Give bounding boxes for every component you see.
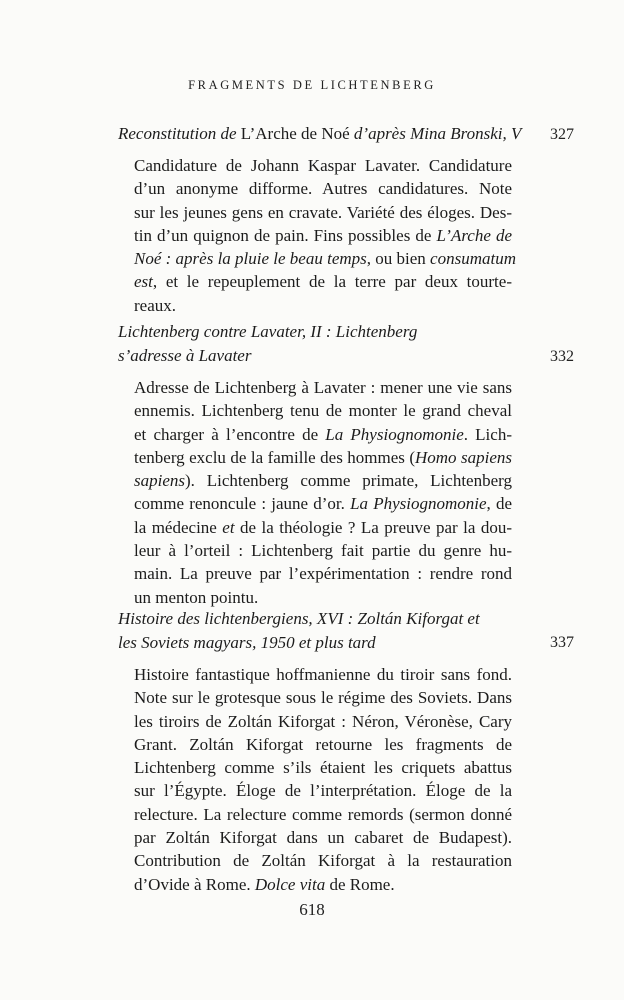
entry-title [118, 122, 521, 146]
summary-text: Dolce vita [254, 874, 326, 894]
summary-text: Grant. Zoltán Kiforgat retourne les fragments de [134, 734, 512, 754]
title-text: Reconstitution de [118, 124, 241, 143]
entry-title-line [118, 607, 512, 631]
title-text: Histoire des lichtenbergiens, XVI : Zoltán Kiforgat et [118, 609, 480, 628]
summary-line [134, 562, 512, 585]
entry-title-line [118, 320, 512, 344]
running-head: FRAGMENTS DE LICHTENBERG [188, 78, 436, 92]
summary-text: d’Ovide à Rome. [134, 874, 255, 894]
summary-text: , ou bien [366, 249, 431, 269]
summary-text: de Rome. [325, 874, 395, 894]
summary-line [134, 154, 512, 177]
entry-title [118, 320, 512, 368]
summary-text: Homo sapiens [415, 447, 512, 467]
summary-text: Note sur le grotesque sous le régime des Soviets. Dans [134, 688, 512, 708]
summary-line [134, 873, 512, 896]
title-text: s’adresse à Lavater [118, 346, 252, 365]
entry-summary [134, 376, 512, 609]
page-reference: 337 [550, 634, 574, 651]
summary-line [134, 803, 512, 826]
summary-text: Candidature de Johann Kaspar Lavater. Candidature [134, 156, 512, 175]
toc-entry [118, 320, 512, 609]
summary-text: relecture. La relecture comme remords (sermon donné [134, 804, 512, 824]
summary-line [134, 686, 512, 709]
summary-line [134, 539, 512, 562]
summary-text: tin d’un quignon de pain. Fins possibles de [134, 225, 437, 245]
summary-line [134, 399, 512, 422]
summary-line [134, 423, 512, 446]
summary-text: comme renoncule : jaune d’or. [134, 494, 351, 514]
summary-text: leur à l’orteil : Lichtenberg fait partie du genre hu- [134, 541, 512, 561]
summary-text: ennemis. Lichtenberg tenu de monter le grand cheval [134, 401, 512, 421]
page-number: 618 [299, 900, 325, 919]
summary-line [134, 710, 512, 733]
summary-text: main. La preuve par l’expérimentation : rendre rond [134, 564, 512, 584]
summary-text: par Zoltán Kiforgat dans un cabaret de Budapest). [134, 828, 512, 848]
title-text: Lichtenberg contre Lavater, II : Lichtenberg [118, 322, 418, 341]
entry-summary [134, 154, 516, 317]
summary-line [134, 586, 512, 609]
summary-text: Adresse de Lichtenberg à Lavater : mener une vie sans [134, 378, 512, 397]
summary-line [134, 733, 512, 756]
page-reference: 332 [550, 348, 574, 365]
title-text: L’Arche de Noé [240, 124, 350, 143]
summary-text: et charger à l’encontre de [134, 424, 326, 444]
summary-line [134, 376, 512, 399]
summary-text: La Physiognomonie [350, 494, 487, 514]
summary-line [134, 294, 512, 317]
toc-entry [118, 122, 521, 317]
summary-text: les tiroirs de Zoltán Kiforgat : Néron, Véronèse, Cary [134, 711, 512, 731]
summary-text: reaux. [134, 295, 177, 315]
summary-text: Noé : après la pluie le beau temps [134, 249, 367, 269]
summary-line [134, 849, 512, 872]
entry-title-line [118, 344, 512, 368]
summary-line [134, 492, 512, 515]
title-text: les Soviets magyars, 1950 et plus tard [118, 633, 376, 652]
summary-text: Histoire fantastique hoffmanienne du tiroir sans fond. [134, 665, 512, 684]
summary-text: sur les jeunes gens en cravate. Variété des éloges. Des- [134, 202, 512, 222]
summary-line [134, 224, 512, 247]
summary-text: un menton pointu. [134, 587, 259, 607]
summary-line [134, 201, 512, 224]
page-reference: 327 [550, 126, 574, 143]
entry-title-line [118, 631, 512, 655]
summary-line [134, 516, 512, 539]
summary-line [134, 826, 512, 849]
summary-text: sur l’Égypte. Éloge de l’interprétation. Éloge de la [134, 781, 512, 801]
summary-text: La Physiognomonie [325, 424, 464, 444]
summary-line [134, 270, 512, 293]
toc-entry [118, 607, 512, 896]
entry-title-line [118, 122, 521, 146]
summary-text: Lichtenberg comme s’ils étaient les criquets abattus [134, 758, 512, 778]
summary-line [134, 756, 512, 779]
summary-text: est [134, 272, 153, 292]
title-text: d’après Mina Bronski, V [349, 124, 522, 143]
entry-title [118, 607, 512, 655]
summary-text: , et le repeuplement de la terre par deux tourte- [152, 272, 512, 292]
summary-text: tenberg exclu de la famille des hommes ( [134, 447, 415, 467]
summary-text: et [222, 517, 235, 537]
summary-text: de la théologie ? La preuve par la dou- [234, 517, 513, 537]
summary-text: sapiens [134, 471, 185, 491]
entry-summary [134, 663, 512, 896]
summary-text: la médecine [134, 517, 223, 537]
summary-text: consumatum [430, 249, 516, 269]
summary-line [134, 177, 512, 200]
summary-line [134, 663, 512, 686]
summary-text: Contribution de Zoltán Kiforgat à la restauration [134, 851, 512, 871]
summary-line [134, 446, 512, 469]
summary-text: d’un anonyme difforme. Autres candidatures. Note [134, 179, 512, 199]
summary-text: ). Lichtenberg comme primate, Lichtenberg [185, 471, 512, 491]
summary-text: L’Arche de [436, 225, 512, 245]
summary-line [134, 247, 516, 270]
summary-text: , de [486, 494, 512, 514]
summary-text: . Lich- [463, 424, 512, 444]
summary-line [134, 779, 512, 802]
summary-line [134, 469, 512, 492]
